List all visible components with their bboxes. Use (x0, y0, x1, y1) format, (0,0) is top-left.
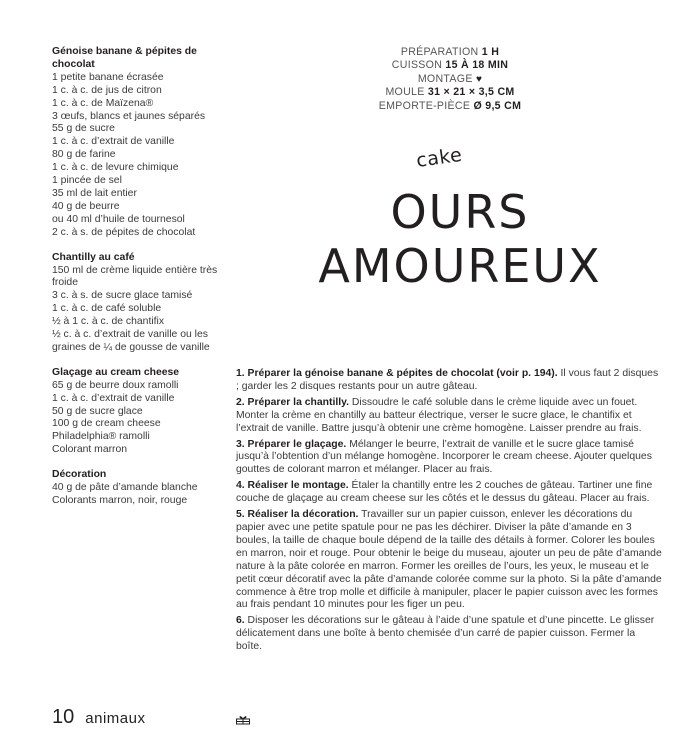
ingredient-group-title: Glaçage au cream cheese (52, 366, 180, 378)
ingredient-item: 1 c. à c. de jus de citron (52, 84, 162, 96)
chapter-name: animaux (85, 710, 146, 727)
recipe-steps (236, 368, 662, 657)
title-line-2: AMOUREUX (318, 239, 602, 293)
ingredients-column (52, 46, 222, 520)
page-footer (52, 706, 145, 729)
ingredient-item: 65 g de beurre doux ramolli (52, 379, 179, 391)
ingredient-item: 2 c. à s. de pépites de chocolat (52, 226, 196, 238)
ingredient-item: 50 g de sucre glace (52, 405, 143, 417)
ingredient-item: 40 g de beurre (52, 200, 120, 212)
step-4: 4. Réaliser le montage. Étaler la chantilly entre les 2 couches de gâteau. Tartiner une fine couche de glaçage au cream cheese sur les côtés et le dessus du gâteau. Placer au frais. (236, 480, 653, 505)
ingredient-item: ou 40 ml d’huile de tournesol (52, 213, 185, 225)
ingredient-item: Philadelphia® ramolli (52, 431, 150, 443)
ingredient-item: 1 petite banane écrasée (52, 71, 164, 83)
ingredient-item: 1 c. à c. de levure chimique (52, 162, 179, 174)
ingredient-item: ½ à 1 c. à c. de chantifix (52, 316, 165, 328)
ingredient-item: 150 ml de crème liquide entière très froide (52, 264, 218, 289)
ingredient-group-decoration (52, 469, 222, 508)
ingredient-group-glacage (52, 367, 222, 457)
step-6: 6. Disposer les décorations sur le gâteau à l’aide d’une spatule et d’une pincette. Le glisser délicatement dans une boîte à bento chemisée d’un carré de papier cuisson. Fermer la boîte. (236, 615, 655, 653)
ingredient-group-genoise (52, 46, 222, 240)
step-3: 3. Préparer le glaçage. Mélanger le beurre, l’extrait de vanille et le sucre glace tamisé jusqu’à l’obtention d’un mélange homogène. Incorporer le cream cheese. Ajouter quelques gouttes de colorant marron et mélanger. Placer au frais. (236, 438, 652, 476)
ingredient-item: 3 c. à s. de sucre glace tamisé (52, 290, 193, 302)
ingredient-item: 55 g de sucre (52, 123, 115, 135)
ingredient-group-title: Génoise banane & pépites de chocolat (52, 46, 197, 70)
category-word: cake (414, 143, 464, 172)
ingredient-item: 1 c. à c. de Maïzena® (52, 97, 154, 109)
page-number: 10 (52, 706, 75, 728)
step-5: 5. Réaliser la décoration. Travailler sur un papier cuisson, enlever les décorations du papier avec une petite spatule pour ne pas les déchirer. Diviser la pâte d’amande en 3 boules, la taille de chaque boule dépend de la taille des détails à former. Colorer les boules en marron, noir et rouge. Pour obtenir le beige du museau, ajouter un peu de pâte d’amande nature à la pâte colorée en marron. Former les oreilles de l’ours, les yeux, le museau et le petit cœur décoratif avec la pâte d’amande colorée comme sur la photo. Si la pâte d’amande commence à être trop molle et difficile à manipuler, placer le papier cuisson avec les formes au frais pendant 10 minutes pour les figer un peu. (236, 509, 662, 611)
prep-time: PRÉPARATION 1 H (400, 46, 500, 58)
ingredient-item: 100 g de cream cheese (52, 418, 161, 430)
ingredient-item: 80 g de farine (52, 149, 116, 161)
ingredient-group-chantilly (52, 252, 222, 355)
step-2: 2. Préparer la chantilly. Dissoudre le café soluble dans le crème liquide avec un fouet. Monter la crème en chantilly au batteur électrique, verser le sucre glace, le chantifix et l’extrait de vanille. Battre jusqu’à obtenir une crème homogène. Laisser prendre au frais. (236, 396, 642, 434)
ingredient-item: Colorants marron, noir, rouge (52, 495, 188, 506)
ingredient-group-title: Décoration (52, 469, 107, 481)
heart-icon: ♥ (475, 73, 483, 85)
ingredient-item: 3 œufs, blancs et jaunes séparés (52, 110, 206, 122)
ingredient-item: 1 c. à c. d’extrait de vanille (52, 136, 175, 148)
ingredient-group-title: Chantilly au café (52, 251, 135, 263)
cook-time: CUISSON 15 À 18 MIN (391, 59, 509, 72)
ingredient-item: 1 c. à c. de café soluble (52, 303, 162, 315)
assembly-difficulty: MONTAGE ♥ (417, 72, 483, 85)
cutter-size: EMPORTE-PIÈCE Ø 9,5 CM (378, 99, 522, 112)
ingredient-item: 1 pincée de sel (52, 175, 122, 187)
ingredient-item: 1 c. à c. d’extrait de vanille (52, 392, 175, 404)
cake-gift-icon (235, 712, 251, 730)
step-1: 1. Préparer la génoise banane & pépites de chocolat (voir p. 194). Il vous faut 2 disques ; garder les 2 disques restants pour un autre gâteau. (236, 368, 659, 392)
mould-size: MOULE 31 × 21 × 3,5 CM (385, 86, 515, 99)
ingredient-item: ½ c. à c. d’extrait de vanille ou les graines de ¼ de gousse de vanille (52, 329, 210, 353)
title-line-1: OURS (390, 185, 530, 239)
ingredient-item: 35 ml de lait entier (52, 187, 137, 199)
page-title (280, 185, 640, 293)
recipe-meta (320, 46, 580, 113)
ingredient-item: 40 g de pâte d’amande blanche (52, 482, 198, 494)
ingredient-item: Colorant marron (52, 444, 128, 456)
